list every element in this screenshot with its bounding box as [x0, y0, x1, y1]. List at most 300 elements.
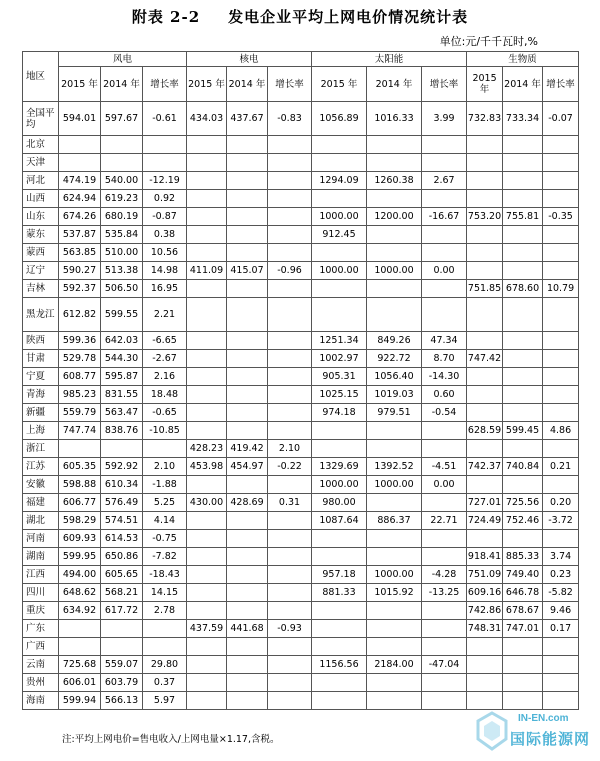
value-cell: 453.98	[187, 458, 227, 476]
value-cell	[268, 368, 312, 386]
value-cell: 595.87	[101, 368, 143, 386]
value-cell: 494.00	[59, 566, 101, 584]
value-cell	[422, 638, 467, 656]
value-cell: 454.97	[227, 458, 268, 476]
value-cell	[268, 280, 312, 298]
value-cell: 0.17	[543, 620, 579, 638]
value-cell: -0.35	[543, 208, 579, 226]
value-cell	[422, 602, 467, 620]
value-cell	[543, 440, 579, 458]
value-cell	[227, 692, 268, 710]
unit-label: 单位:元/千千瓦时,%	[439, 35, 538, 48]
value-cell	[268, 172, 312, 190]
value-cell	[187, 226, 227, 244]
value-cell: 599.45	[503, 422, 543, 440]
value-cell	[467, 404, 503, 422]
value-cell	[503, 476, 543, 494]
value-cell: -13.25	[422, 584, 467, 602]
value-cell: 597.67	[101, 102, 143, 136]
value-cell	[503, 368, 543, 386]
value-cell: -0.83	[268, 102, 312, 136]
value-cell: 4.14	[143, 512, 187, 530]
subheader-nuclear-growth: 增长率	[268, 67, 312, 102]
value-cell	[143, 638, 187, 656]
value-cell	[503, 190, 543, 208]
value-cell: 749.40	[503, 566, 543, 584]
watermark-en: IN-EN.com	[518, 713, 569, 724]
value-cell: -6.65	[143, 332, 187, 350]
value-cell: 540.00	[101, 172, 143, 190]
table-row	[23, 332, 579, 350]
value-cell	[422, 298, 467, 332]
value-cell: 740.84	[503, 458, 543, 476]
value-cell: 725.68	[59, 656, 101, 674]
value-cell	[467, 226, 503, 244]
value-cell	[367, 280, 422, 298]
table-row	[23, 262, 579, 280]
value-cell: -10.85	[143, 422, 187, 440]
value-cell: -0.96	[268, 262, 312, 280]
value-cell: 2.10	[143, 458, 187, 476]
value-cell: 594.01	[59, 102, 101, 136]
value-cell	[268, 602, 312, 620]
value-cell	[367, 440, 422, 458]
subheader-wind-2014: 2014 年	[101, 67, 143, 102]
value-cell: 9.46	[543, 602, 579, 620]
region-cell: 四川	[23, 584, 59, 602]
value-cell	[227, 404, 268, 422]
region-cell: 湖北	[23, 512, 59, 530]
table-row	[23, 226, 579, 244]
value-cell: 628.59	[467, 422, 503, 440]
table-row	[23, 674, 579, 692]
value-cell: -0.22	[268, 458, 312, 476]
value-cell: 1000.00	[367, 566, 422, 584]
value-cell: -14.30	[422, 368, 467, 386]
table-row	[23, 368, 579, 386]
value-cell: 957.18	[312, 566, 367, 584]
region-cell: 云南	[23, 656, 59, 674]
value-cell	[227, 674, 268, 692]
value-cell	[312, 638, 367, 656]
value-cell	[503, 440, 543, 458]
value-cell: -18.43	[143, 566, 187, 584]
value-cell	[422, 692, 467, 710]
value-cell	[187, 298, 227, 332]
value-cell	[187, 584, 227, 602]
value-cell	[227, 136, 268, 154]
value-cell: -4.28	[422, 566, 467, 584]
value-cell: 748.31	[467, 620, 503, 638]
value-cell: 747.74	[59, 422, 101, 440]
value-cell	[367, 494, 422, 512]
value-cell	[268, 332, 312, 350]
value-cell	[187, 602, 227, 620]
value-cell	[268, 404, 312, 422]
value-cell	[543, 692, 579, 710]
value-cell: -1.88	[143, 476, 187, 494]
value-cell: 428.23	[187, 440, 227, 458]
value-cell: 474.19	[59, 172, 101, 190]
value-cell	[101, 638, 143, 656]
value-cell: 592.37	[59, 280, 101, 298]
value-cell: 419.42	[227, 440, 268, 458]
value-cell: 0.21	[543, 458, 579, 476]
value-cell	[543, 404, 579, 422]
region-cell: 蒙西	[23, 244, 59, 262]
value-cell: 974.18	[312, 404, 367, 422]
watermark-symbol-icon	[474, 711, 510, 751]
region-cell: 海南	[23, 692, 59, 710]
value-cell: 599.55	[101, 298, 143, 332]
table-title	[0, 6, 600, 27]
value-cell: -2.67	[143, 350, 187, 368]
value-cell: 1000.00	[312, 262, 367, 280]
value-cell: 576.49	[101, 494, 143, 512]
value-cell: 755.81	[503, 208, 543, 226]
value-cell: 47.34	[422, 332, 467, 350]
value-cell: -47.04	[422, 656, 467, 674]
value-cell	[227, 566, 268, 584]
value-cell	[422, 154, 467, 172]
value-cell	[101, 620, 143, 638]
table-row	[23, 102, 579, 136]
value-cell: 598.29	[59, 512, 101, 530]
value-cell	[367, 190, 422, 208]
value-cell	[503, 386, 543, 404]
value-cell: 619.23	[101, 190, 143, 208]
value-cell: -12.19	[143, 172, 187, 190]
value-cell	[467, 674, 503, 692]
value-cell	[268, 638, 312, 656]
value-cell	[227, 476, 268, 494]
value-cell: 599.94	[59, 692, 101, 710]
value-cell: 1016.33	[367, 102, 422, 136]
value-cell: 599.95	[59, 548, 101, 566]
value-cell	[367, 298, 422, 332]
value-cell: 2.16	[143, 368, 187, 386]
value-cell: 1329.69	[312, 458, 367, 476]
value-cell: -0.61	[143, 102, 187, 136]
table-row	[23, 280, 579, 298]
table-row	[23, 422, 579, 440]
value-cell: 642.03	[101, 332, 143, 350]
value-cell	[227, 280, 268, 298]
value-cell	[367, 136, 422, 154]
value-cell: -0.87	[143, 208, 187, 226]
region-header: 地区	[23, 52, 59, 102]
value-cell	[467, 190, 503, 208]
watermark-cn: 国际能源网	[510, 730, 591, 748]
value-cell	[268, 566, 312, 584]
value-cell	[422, 494, 467, 512]
value-cell	[268, 136, 312, 154]
group-header-nuclear: 核电	[187, 52, 312, 67]
value-cell: 751.85	[467, 280, 503, 298]
region-cell: 广西	[23, 638, 59, 656]
value-cell: 441.68	[227, 620, 268, 638]
value-cell	[367, 530, 422, 548]
value-cell	[543, 298, 579, 332]
value-cell	[422, 440, 467, 458]
table-row	[23, 190, 579, 208]
value-cell	[422, 548, 467, 566]
value-cell	[367, 422, 422, 440]
value-cell: 614.53	[101, 530, 143, 548]
value-cell	[312, 136, 367, 154]
region-cell: 吉林	[23, 280, 59, 298]
value-cell	[467, 386, 503, 404]
value-cell	[543, 332, 579, 350]
value-cell	[422, 620, 467, 638]
value-cell	[367, 602, 422, 620]
value-cell: 437.67	[227, 102, 268, 136]
value-cell	[227, 190, 268, 208]
value-cell	[143, 136, 187, 154]
value-cell	[543, 530, 579, 548]
region-cell: 江苏	[23, 458, 59, 476]
value-cell: 430.00	[187, 494, 227, 512]
region-cell: 蒙东	[23, 226, 59, 244]
value-cell: 727.01	[467, 494, 503, 512]
value-cell: 617.72	[101, 602, 143, 620]
region-cell: 黑龙江	[23, 298, 59, 332]
value-cell	[187, 386, 227, 404]
value-cell: 16.95	[143, 280, 187, 298]
value-cell: 510.00	[101, 244, 143, 262]
value-cell: 0.60	[422, 386, 467, 404]
value-cell	[227, 584, 268, 602]
value-cell	[268, 298, 312, 332]
value-cell	[227, 656, 268, 674]
value-cell	[143, 620, 187, 638]
value-cell	[227, 386, 268, 404]
value-cell	[312, 602, 367, 620]
group-header-solar: 太阳能	[312, 52, 467, 67]
value-cell: 606.77	[59, 494, 101, 512]
table-row	[23, 154, 579, 172]
table-row	[23, 386, 579, 404]
value-cell: 1002.97	[312, 350, 367, 368]
value-cell	[187, 656, 227, 674]
value-cell	[227, 154, 268, 172]
value-cell: 1392.52	[367, 458, 422, 476]
value-cell	[503, 404, 543, 422]
value-cell: 753.20	[467, 208, 503, 226]
value-cell	[59, 136, 101, 154]
value-cell	[59, 154, 101, 172]
value-cell: -7.82	[143, 548, 187, 566]
value-cell	[503, 172, 543, 190]
value-cell	[503, 674, 543, 692]
value-cell: 3.99	[422, 102, 467, 136]
value-cell: 747.01	[503, 620, 543, 638]
value-cell: -0.93	[268, 620, 312, 638]
value-cell: 0.00	[422, 476, 467, 494]
value-cell	[187, 350, 227, 368]
value-cell: 605.65	[101, 566, 143, 584]
value-cell: 513.38	[101, 262, 143, 280]
value-cell: -0.75	[143, 530, 187, 548]
value-cell	[543, 674, 579, 692]
value-cell	[467, 172, 503, 190]
value-cell: 599.36	[59, 332, 101, 350]
value-cell: 979.51	[367, 404, 422, 422]
value-cell	[312, 244, 367, 262]
value-cell: 2.67	[422, 172, 467, 190]
table-row	[23, 620, 579, 638]
value-cell	[543, 368, 579, 386]
value-cell	[227, 530, 268, 548]
value-cell: 29.80	[143, 656, 187, 674]
value-cell: 918.41	[467, 548, 503, 566]
value-cell: 605.35	[59, 458, 101, 476]
region-cell: 安徽	[23, 476, 59, 494]
value-cell: 733.34	[503, 102, 543, 136]
subheader-biomass-2015: 2015 年	[467, 67, 503, 102]
table-row	[23, 530, 579, 548]
value-cell	[227, 298, 268, 332]
value-cell: 1260.38	[367, 172, 422, 190]
value-cell	[143, 440, 187, 458]
value-cell	[467, 368, 503, 386]
value-cell: 1056.89	[312, 102, 367, 136]
subheader-wind-growth: 增长率	[143, 67, 187, 102]
value-cell	[312, 692, 367, 710]
value-cell	[227, 638, 268, 656]
value-cell: 568.21	[101, 584, 143, 602]
value-cell: 0.00	[422, 262, 467, 280]
value-cell	[422, 280, 467, 298]
value-cell	[543, 386, 579, 404]
value-cell	[543, 136, 579, 154]
value-cell	[543, 172, 579, 190]
region-cell: 陕西	[23, 332, 59, 350]
value-cell: 1000.00	[312, 476, 367, 494]
value-cell: 646.78	[503, 584, 543, 602]
value-cell	[101, 136, 143, 154]
value-cell	[187, 280, 227, 298]
value-cell	[187, 208, 227, 226]
value-cell: 2.10	[268, 440, 312, 458]
value-cell	[101, 440, 143, 458]
value-cell	[467, 476, 503, 494]
value-cell	[268, 422, 312, 440]
value-cell	[312, 190, 367, 208]
value-cell	[422, 226, 467, 244]
value-cell: 1251.34	[312, 332, 367, 350]
value-cell	[367, 638, 422, 656]
value-cell	[543, 262, 579, 280]
value-cell	[187, 476, 227, 494]
value-cell	[227, 226, 268, 244]
region-cell: 全国平均	[23, 102, 59, 136]
table-row	[23, 656, 579, 674]
value-cell	[268, 244, 312, 262]
value-cell: 831.55	[101, 386, 143, 404]
value-cell	[187, 530, 227, 548]
value-cell	[227, 422, 268, 440]
value-cell	[503, 136, 543, 154]
value-cell	[59, 620, 101, 638]
value-cell: -0.65	[143, 404, 187, 422]
value-cell: 22.71	[422, 512, 467, 530]
value-cell: 0.92	[143, 190, 187, 208]
footnote: 注:平均上网电价=售电收入/上网电量×1.17,含税。	[62, 734, 280, 745]
value-cell	[467, 692, 503, 710]
value-cell: 634.92	[59, 602, 101, 620]
value-cell: 849.26	[367, 332, 422, 350]
value-cell	[187, 692, 227, 710]
value-cell	[227, 172, 268, 190]
value-cell	[312, 440, 367, 458]
value-cell: 5.97	[143, 692, 187, 710]
value-cell: -4.51	[422, 458, 467, 476]
value-cell: 411.09	[187, 262, 227, 280]
value-cell: 437.59	[187, 620, 227, 638]
value-cell	[227, 602, 268, 620]
subheader-biomass-growth: 增长率	[543, 67, 579, 102]
table-row	[23, 512, 579, 530]
value-cell: 4.86	[543, 422, 579, 440]
value-cell: 592.92	[101, 458, 143, 476]
value-cell: 648.62	[59, 584, 101, 602]
value-cell: 912.45	[312, 226, 367, 244]
value-cell	[187, 638, 227, 656]
value-cell	[503, 154, 543, 172]
value-cell: 0.37	[143, 674, 187, 692]
value-cell: 674.26	[59, 208, 101, 226]
value-cell: 598.88	[59, 476, 101, 494]
region-cell: 山西	[23, 190, 59, 208]
value-cell: 590.27	[59, 262, 101, 280]
value-cell: 1000.00	[367, 262, 422, 280]
value-cell	[543, 244, 579, 262]
value-cell	[312, 280, 367, 298]
value-cell	[187, 172, 227, 190]
value-cell: 428.69	[227, 494, 268, 512]
value-cell	[367, 674, 422, 692]
table-number: 附表 2-2	[131, 8, 201, 26]
region-cell: 江西	[23, 566, 59, 584]
value-cell: -5.82	[543, 584, 579, 602]
value-cell: 922.72	[367, 350, 422, 368]
value-cell	[467, 298, 503, 332]
value-cell: 678.67	[503, 602, 543, 620]
region-cell: 北京	[23, 136, 59, 154]
value-cell	[422, 190, 467, 208]
value-cell: 535.84	[101, 226, 143, 244]
table-row	[23, 692, 579, 710]
value-cell	[268, 512, 312, 530]
value-cell: 2184.00	[367, 656, 422, 674]
value-cell: 559.07	[101, 656, 143, 674]
value-cell	[268, 692, 312, 710]
value-cell: 905.31	[312, 368, 367, 386]
value-cell: 838.76	[101, 422, 143, 440]
value-cell: 506.50	[101, 280, 143, 298]
subheader-solar-2014: 2014 年	[367, 67, 422, 102]
value-cell	[503, 226, 543, 244]
value-cell	[467, 244, 503, 262]
subheader-nuclear-2014: 2014 年	[227, 67, 268, 102]
value-cell	[187, 404, 227, 422]
value-cell	[227, 350, 268, 368]
table-row	[23, 298, 579, 332]
region-cell: 河北	[23, 172, 59, 190]
value-cell: 747.42	[467, 350, 503, 368]
value-cell: 0.20	[543, 494, 579, 512]
